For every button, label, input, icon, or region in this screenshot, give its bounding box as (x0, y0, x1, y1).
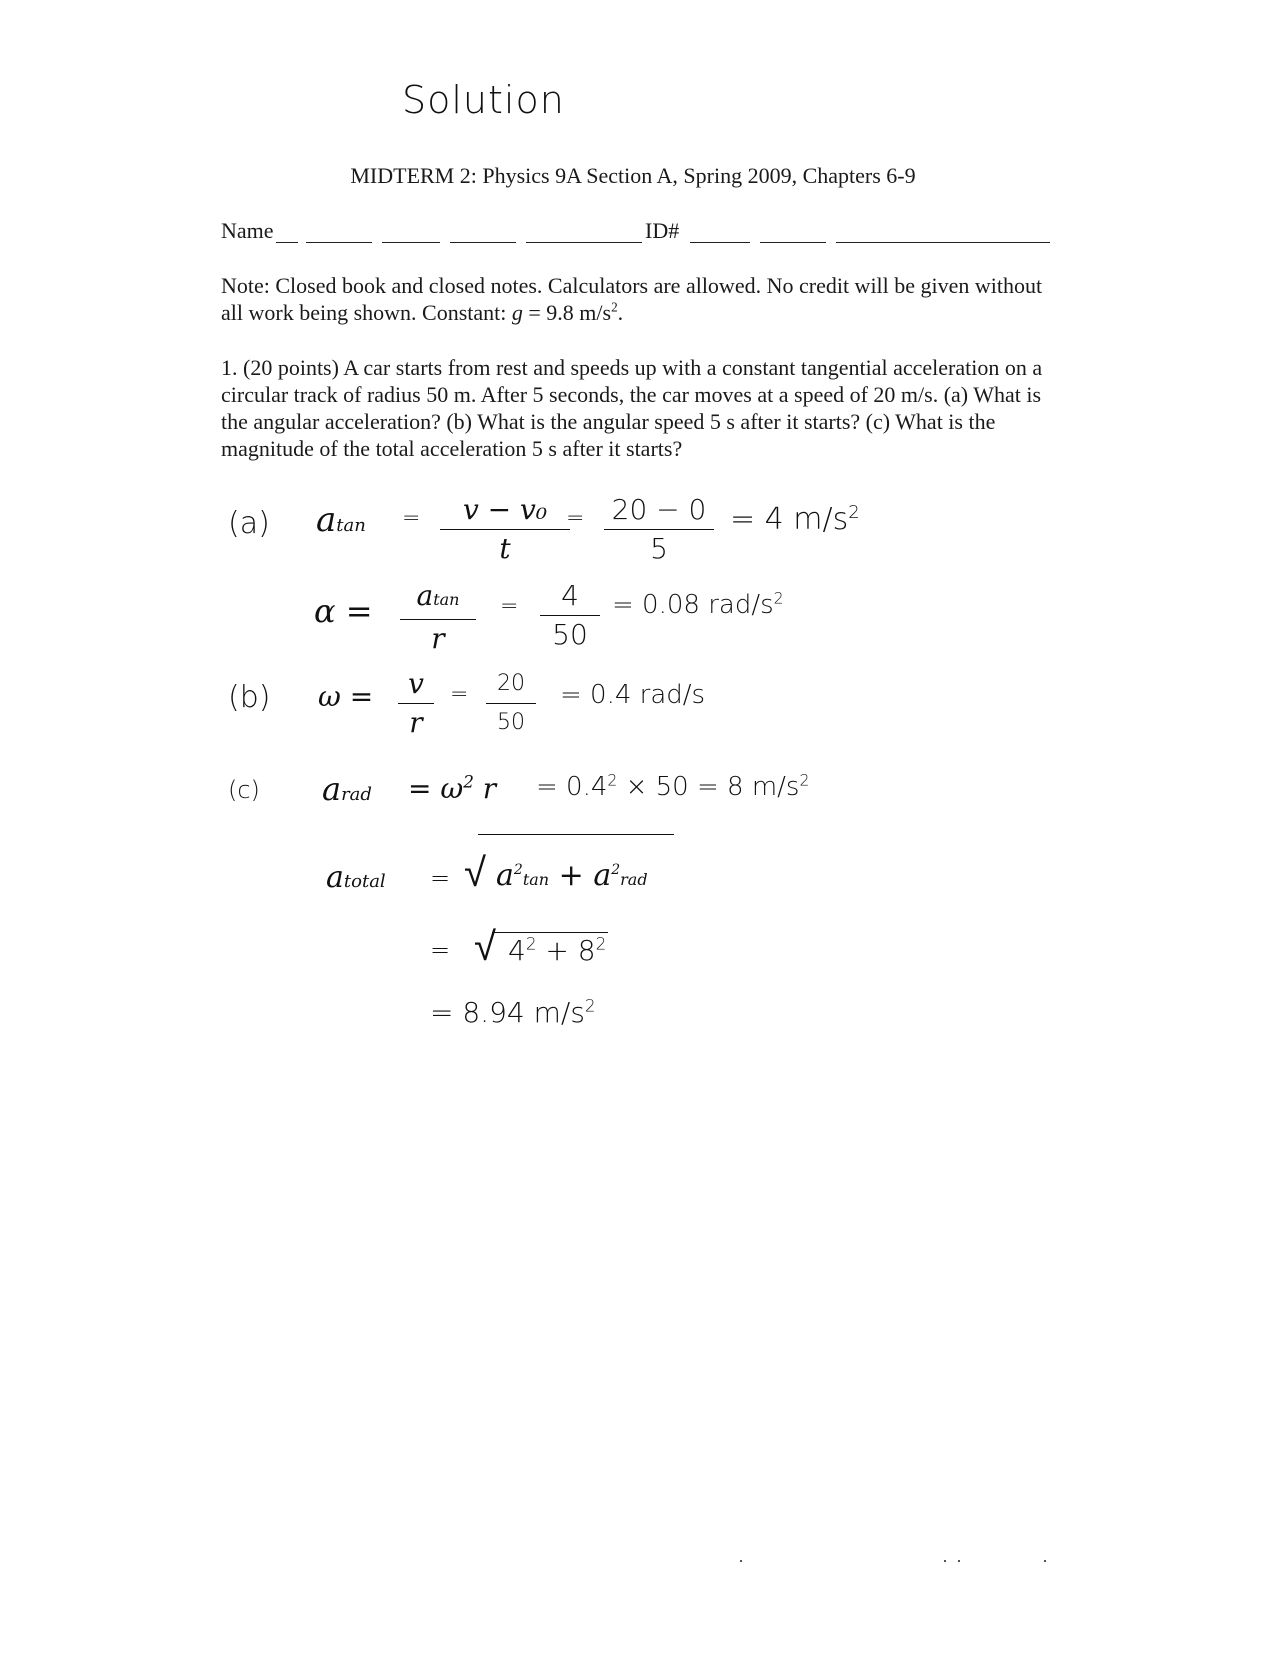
alpha-frac-symbolic: atan r (400, 580, 476, 655)
a-total-result: = 8.94 $m/s^2$ (430, 995, 596, 1029)
sqrt-icon: √ (464, 850, 486, 896)
a-tan-lhs: atan (316, 500, 366, 540)
a-result: = 4 $m/s^2$ (730, 502, 860, 537)
note-g-symbol: g (511, 300, 523, 325)
a-rad-lhs: arad (322, 770, 372, 808)
omega-frac-symbolic: v r (398, 668, 434, 739)
sqrt-numbers: $4^2 + 8^2$ (508, 933, 607, 967)
solution-label: Solution (402, 78, 565, 122)
sqrt-icon-2: √ (474, 924, 496, 970)
a-total-lhs: atotal (326, 860, 386, 895)
a-total-eq: = (430, 864, 451, 892)
id-label: ID# (645, 218, 680, 243)
problem-1-text: 1. (20 points) A car starts from rest and speeds up with a constant tangential acceleration on a circular track of radius 50 m. After 5 seconds, the car moves at a speed of 20 m/s. (a) What is the angular acceleration? (b) What is the angular speed 5 s after it starts? (c) What is the magnitude of the total acceleration 5 s after it starts? (221, 355, 1043, 461)
sqrt-vinculum-2 (492, 932, 608, 933)
exam-title: MIDTERM 2: Physics 9A Section A, Spring 2009, Chapters 6-9 (350, 163, 916, 188)
note-period: . (617, 300, 624, 325)
a-rad-formula: = $\omega^2$ r (408, 771, 497, 805)
alpha-eq: = (500, 594, 519, 619)
omega-frac-numbers: 20 50 (486, 668, 536, 739)
alpha-result: = 0.08 rad/$s^2$ (612, 589, 784, 620)
a-total-radicand: $a^2\tan + a^2rad$ (496, 858, 648, 893)
exam-note (221, 272, 1061, 326)
a-frac-velocity: v − v₀ t (440, 494, 570, 565)
scan-speck (1044, 1560, 1046, 1562)
name-label: Name (221, 218, 274, 243)
part-c-label: (c) (228, 776, 260, 804)
note-exponent: 2 (611, 299, 618, 315)
scan-speck (958, 1560, 960, 1562)
sqrt-vinculum-1 (478, 834, 674, 835)
scan-speck (944, 1560, 946, 1562)
a-eq-2: = (566, 506, 585, 531)
omega-result: = 0.4 rad/s (560, 680, 706, 710)
note-text: Note: Closed book and closed notes. Calculators are allowed. No credit will be given without all work being shown. Constant: (221, 273, 1043, 325)
alpha-frac-numbers: 4 50 (540, 580, 600, 651)
a-frac-numbers: 20 − 0 5 (604, 494, 714, 565)
part-b-label: (b) (228, 680, 271, 715)
alpha-lhs: α = (314, 592, 373, 630)
note-constant: = 9.8 m/s (522, 300, 612, 325)
line2-eq: = (430, 936, 451, 964)
omega-eq: = (450, 682, 469, 707)
part-a-label: (a) (228, 506, 270, 541)
a-eq-1: = (402, 506, 421, 531)
a-rad-calculation: = $0.4^2 \times 50 = 8$ $m/s^2$ (536, 771, 810, 802)
omega-lhs: ω = (318, 680, 374, 713)
scan-speck (740, 1560, 742, 1562)
